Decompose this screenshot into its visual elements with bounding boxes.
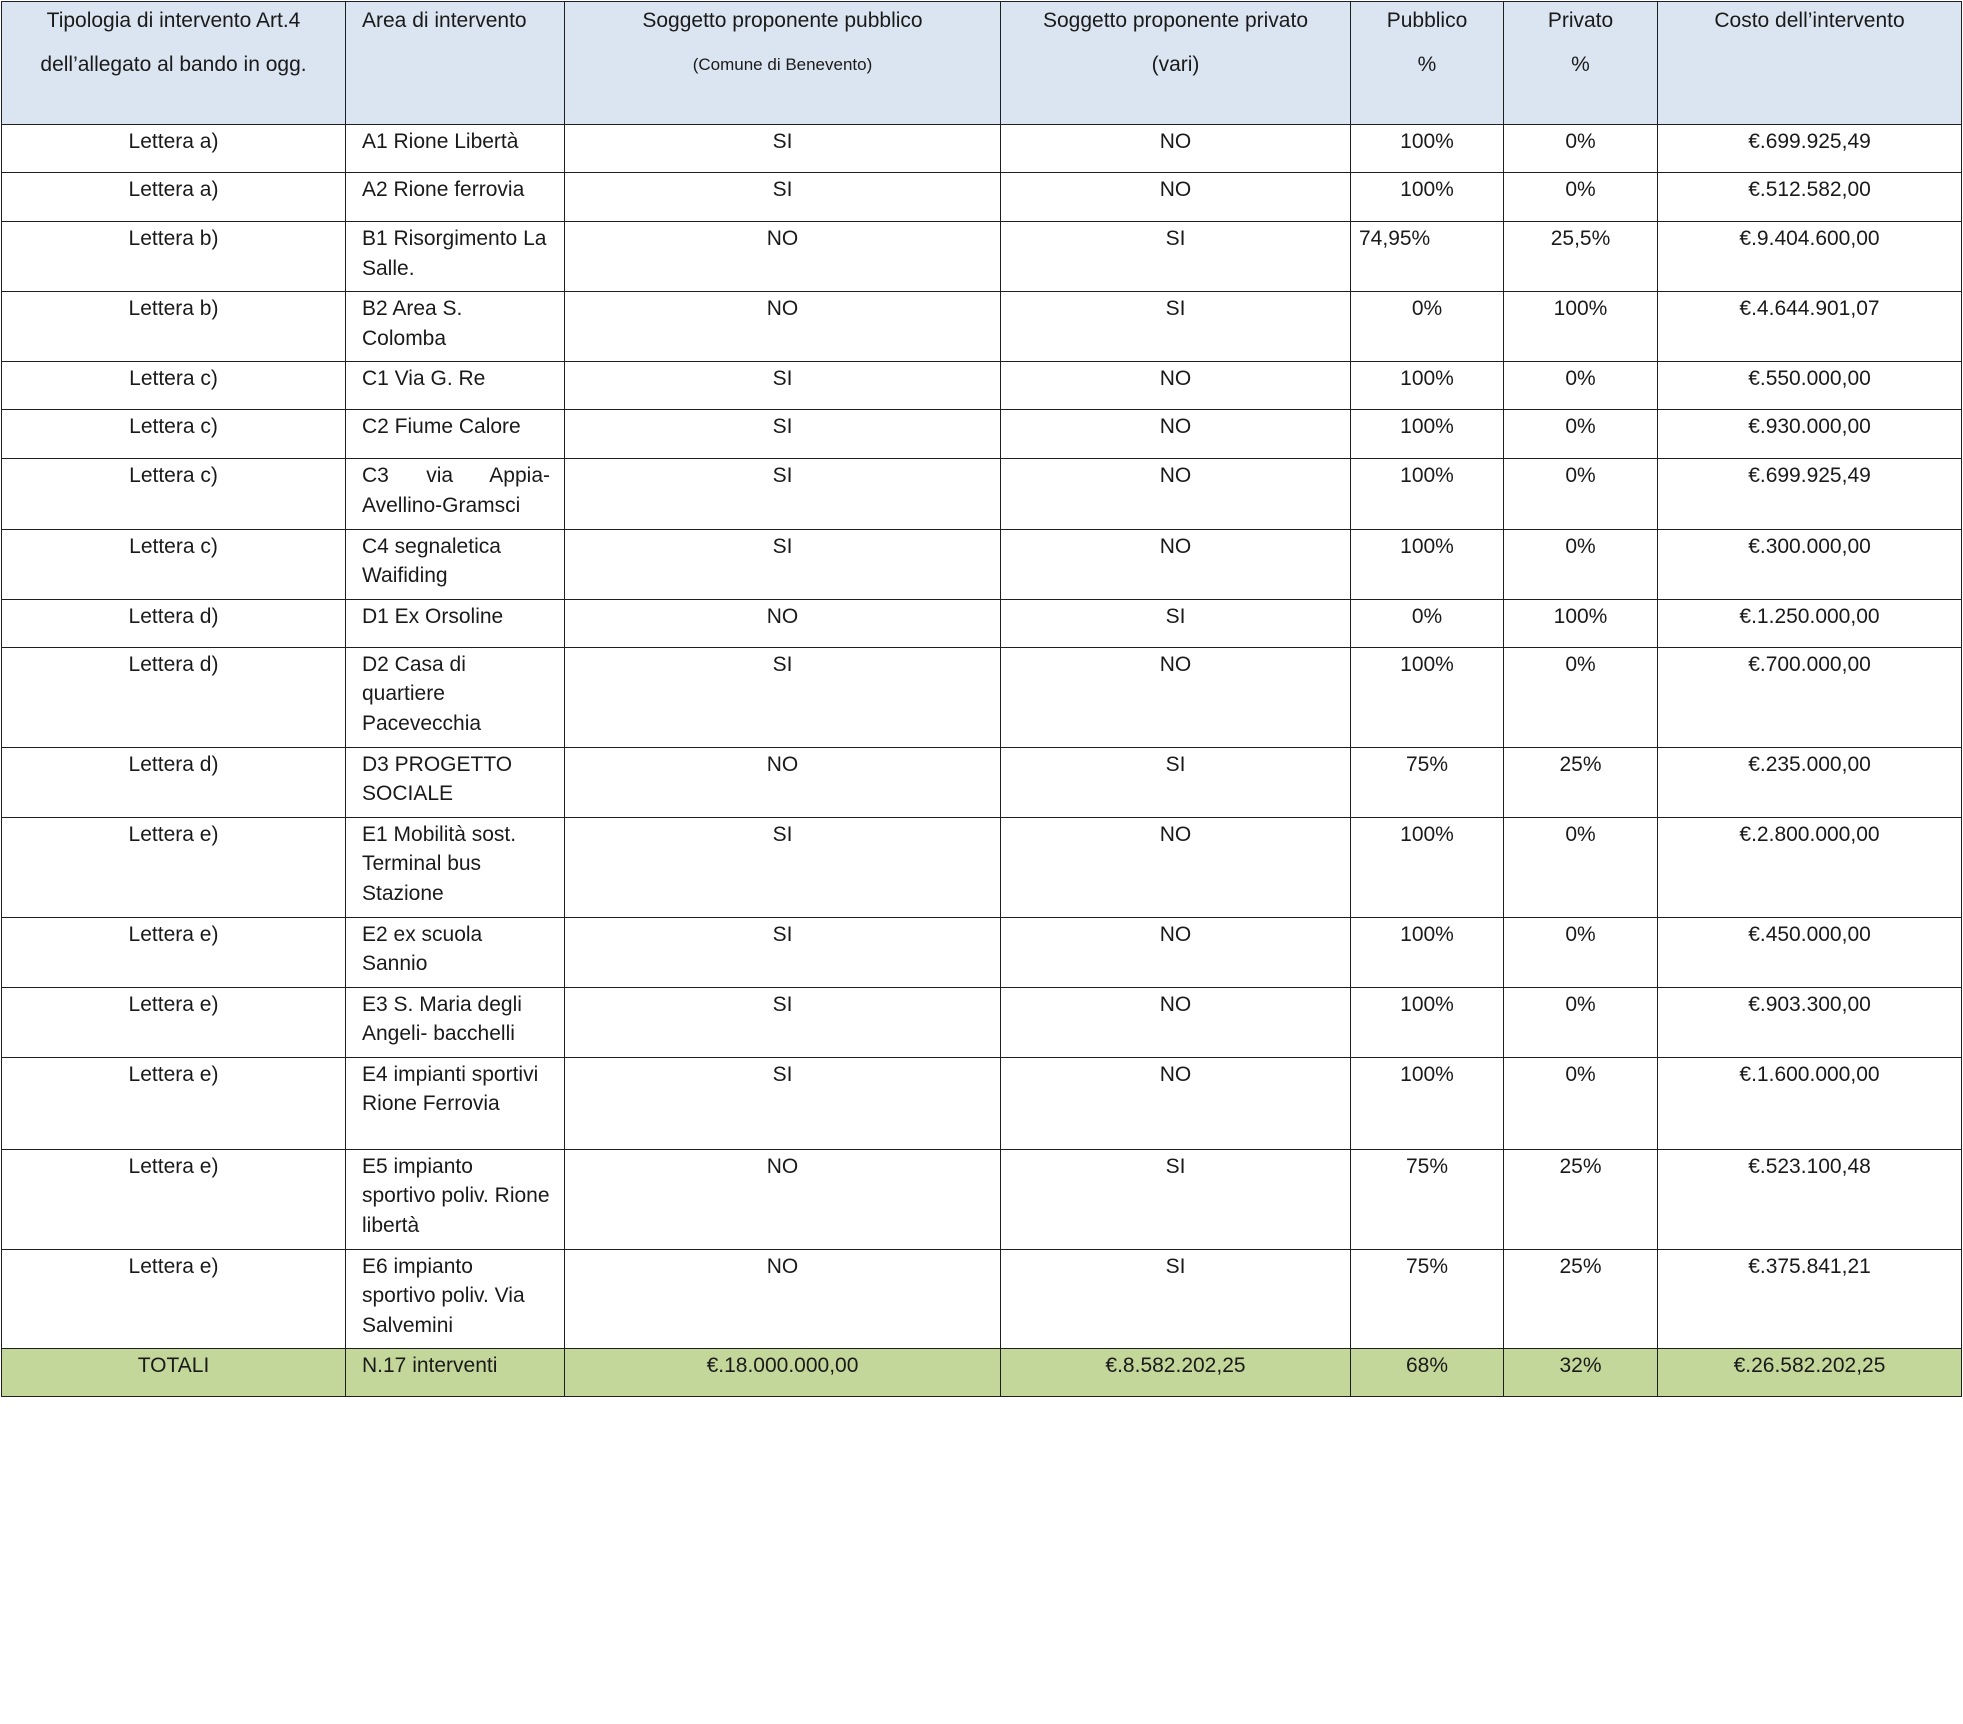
totals-pubblico: €.18.000.000,00 (565, 1349, 1001, 1397)
cell-soggetto-privato: NO (1001, 529, 1351, 599)
cell-costo: €.523.100,48 (1658, 1149, 1962, 1249)
table-row (2, 1249, 1962, 1349)
cell-privato-pct: 0% (1504, 125, 1658, 173)
cell-area: A1 Rione Libertà (346, 125, 565, 173)
cell-pubblico-pct: 74,95% (1351, 222, 1504, 292)
cell-soggetto-pubblico: NO (565, 1249, 1001, 1349)
cell-pubblico-pct: 0% (1351, 292, 1504, 362)
cell-tipologia: Lettera d) (2, 599, 346, 647)
header-costo (1658, 2, 1962, 125)
table-row (2, 1149, 1962, 1249)
table-row (2, 362, 1962, 410)
cell-tipologia: Lettera a) (2, 173, 346, 222)
cell-costo: €.9.404.600,00 (1658, 222, 1962, 292)
header-privato-pct-label: Privato (1547, 9, 1614, 32)
cell-privato-pct: 0% (1504, 529, 1658, 599)
cell-pubblico-pct: 100% (1351, 647, 1504, 747)
table-row (2, 817, 1962, 917)
cell-soggetto-privato: SI (1001, 1149, 1351, 1249)
cell-soggetto-pubblico: NO (565, 292, 1001, 362)
cell-costo: €.699.925,49 (1658, 125, 1962, 173)
cell-costo: €.700.000,00 (1658, 647, 1962, 747)
cell-tipologia: Lettera d) (2, 647, 346, 747)
cell-soggetto-privato: NO (1001, 987, 1351, 1057)
cell-pubblico-pct: 100% (1351, 410, 1504, 459)
cell-privato-pct: 0% (1504, 1057, 1658, 1149)
header-row (2, 2, 1962, 125)
cell-soggetto-pubblico: SI (565, 125, 1001, 173)
table-row (2, 747, 1962, 817)
cell-privato-pct: 25,5% (1504, 222, 1658, 292)
cell-costo: €.550.000,00 (1658, 362, 1962, 410)
header-privato-pct (1504, 2, 1658, 125)
cell-pubblico-pct: 0% (1351, 599, 1504, 647)
table-row (2, 599, 1962, 647)
cell-area: A2 Rione ferrovia (346, 173, 565, 222)
cell-soggetto-privato: NO (1001, 410, 1351, 459)
cell-tipologia: Lettera c) (2, 459, 346, 529)
cell-soggetto-privato: NO (1001, 459, 1351, 529)
cell-area: E1 Mobilità sost. Terminal bus Stazione (346, 817, 565, 917)
header-tipologia-line1: Tipologia di intervento Art.4 (46, 9, 301, 32)
cell-costo: €.235.000,00 (1658, 747, 1962, 817)
cell-soggetto-privato: NO (1001, 125, 1351, 173)
header-area-label: Area di intervento (362, 9, 527, 32)
cell-privato-pct: 0% (1504, 173, 1658, 222)
header-soggetto-privato-label: Soggetto proponente privato (1042, 9, 1309, 32)
cell-privato-pct: 0% (1504, 459, 1658, 529)
cell-soggetto-privato: NO (1001, 362, 1351, 410)
header-pubblico-pct-label: Pubblico (1386, 9, 1468, 32)
header-pubblico-pct-unit: % (1417, 52, 1437, 76)
header-soggetto-privato (1001, 2, 1351, 125)
header-tipologia-line2: dell’allegato al bando in ogg. (40, 52, 307, 76)
cell-area: C1 Via G. Re (346, 362, 565, 410)
cell-pubblico-pct: 100% (1351, 173, 1504, 222)
cell-area: E4 impianti sportivi Rione Ferrovia (346, 1057, 565, 1149)
cell-tipologia: Lettera e) (2, 1057, 346, 1149)
table-row (2, 173, 1962, 222)
table-row (2, 647, 1962, 747)
cell-pubblico-pct: 100% (1351, 529, 1504, 599)
cell-tipologia: Lettera e) (2, 1149, 346, 1249)
cell-tipologia: Lettera e) (2, 987, 346, 1057)
cell-soggetto-pubblico: SI (565, 917, 1001, 987)
header-soggetto-pubblico (565, 2, 1001, 125)
table-row (2, 529, 1962, 599)
cell-soggetto-privato: NO (1001, 1057, 1351, 1149)
cell-soggetto-pubblico: NO (565, 1149, 1001, 1249)
cell-soggetto-pubblico: SI (565, 362, 1001, 410)
header-pubblico-pct (1351, 2, 1504, 125)
cell-pubblico-pct: 100% (1351, 917, 1504, 987)
cell-area: C2 Fiume Calore (346, 410, 565, 459)
cell-privato-pct: 25% (1504, 747, 1658, 817)
cell-area: C3 via Appia-Avellino-Gramsci (346, 459, 565, 529)
totals-row (2, 1349, 1962, 1397)
cell-area: D3 PROGETTO SOCIALE (346, 747, 565, 817)
cell-privato-pct: 100% (1504, 292, 1658, 362)
cell-pubblico-pct: 100% (1351, 1057, 1504, 1149)
cell-soggetto-privato: NO (1001, 817, 1351, 917)
cell-soggetto-pubblico: SI (565, 817, 1001, 917)
cell-privato-pct: 0% (1504, 917, 1658, 987)
cell-tipologia: Lettera a) (2, 125, 346, 173)
cell-soggetto-privato: SI (1001, 292, 1351, 362)
cell-tipologia: Lettera d) (2, 747, 346, 817)
cell-soggetto-pubblico: SI (565, 1057, 1001, 1149)
cell-soggetto-pubblico: NO (565, 222, 1001, 292)
cell-soggetto-privato: NO (1001, 647, 1351, 747)
table-row (2, 459, 1962, 529)
totals-privato-pct: 32% (1504, 1349, 1658, 1397)
cell-tipologia: Lettera b) (2, 222, 346, 292)
cell-tipologia: Lettera c) (2, 362, 346, 410)
cell-soggetto-privato: SI (1001, 599, 1351, 647)
table-row (2, 292, 1962, 362)
header-costo-label: Costo dell’intervento (1714, 9, 1905, 32)
cell-pubblico-pct: 100% (1351, 362, 1504, 410)
header-tipologia (2, 2, 346, 125)
cell-area: E6 impianto sportivo poliv. Via Salvemini (346, 1249, 565, 1349)
cell-privato-pct: 0% (1504, 647, 1658, 747)
cell-area: E2 ex scuola Sannio (346, 917, 565, 987)
cell-soggetto-privato: SI (1001, 222, 1351, 292)
cell-pubblico-pct: 100% (1351, 125, 1504, 173)
cell-costo: €.1.600.000,00 (1658, 1057, 1962, 1149)
cell-privato-pct: 0% (1504, 362, 1658, 410)
table-row (2, 222, 1962, 292)
cell-area: B2 Area S. Colomba (346, 292, 565, 362)
cell-area: E3 S. Maria degli Angeli- bacchelli (346, 987, 565, 1057)
cell-pubblico-pct: 100% (1351, 459, 1504, 529)
header-soggetto-privato-note: (vari) (1151, 52, 1200, 76)
header-area (346, 2, 565, 125)
header-privato-pct-unit: % (1571, 52, 1590, 76)
totals-pubblico-pct: 68% (1351, 1349, 1504, 1397)
cell-area: D1 Ex Orsoline (346, 599, 565, 647)
table-row (2, 917, 1962, 987)
cell-privato-pct: 0% (1504, 817, 1658, 917)
cell-soggetto-privato: SI (1001, 747, 1351, 817)
cell-soggetto-privato: NO (1001, 917, 1351, 987)
cell-soggetto-pubblico: SI (565, 529, 1001, 599)
cell-soggetto-pubblico: SI (565, 987, 1001, 1057)
totals-costo: €.26.582.202,25 (1658, 1349, 1962, 1397)
cell-costo: €.2.800.000,00 (1658, 817, 1962, 917)
cell-soggetto-pubblico: SI (565, 173, 1001, 222)
cell-area: D2 Casa di quartiere Pacevecchia (346, 647, 565, 747)
header-soggetto-pubblico-label: Soggetto proponente pubblico (642, 9, 923, 32)
table-row (2, 1057, 1962, 1149)
cell-privato-pct: 25% (1504, 1249, 1658, 1349)
cell-costo: €.4.644.901,07 (1658, 292, 1962, 362)
cell-costo: €.1.250.000,00 (1658, 599, 1962, 647)
totals-count: N.17 interventi (346, 1349, 565, 1397)
cell-tipologia: Lettera b) (2, 292, 346, 362)
cell-privato-pct: 0% (1504, 410, 1658, 459)
totals-privato: €.8.582.202,25 (1001, 1349, 1351, 1397)
cell-soggetto-pubblico: NO (565, 599, 1001, 647)
cell-soggetto-pubblico: SI (565, 459, 1001, 529)
cell-pubblico-pct: 100% (1351, 987, 1504, 1057)
cell-privato-pct: 100% (1504, 599, 1658, 647)
cell-costo: €.450.000,00 (1658, 917, 1962, 987)
cell-soggetto-privato: SI (1001, 1249, 1351, 1349)
table-header (2, 2, 1962, 125)
cell-soggetto-pubblico: SI (565, 647, 1001, 747)
cell-tipologia: Lettera e) (2, 917, 346, 987)
table-body (2, 125, 1962, 1397)
cell-soggetto-privato: NO (1001, 173, 1351, 222)
totals-label: TOTALI (2, 1349, 346, 1397)
cell-pubblico-pct: 100% (1351, 817, 1504, 917)
cell-pubblico-pct: 75% (1351, 1249, 1504, 1349)
cell-costo: €.375.841,21 (1658, 1249, 1962, 1349)
cell-costo: €.300.000,00 (1658, 529, 1962, 599)
cell-costo: €.903.300,00 (1658, 987, 1962, 1057)
cell-tipologia: Lettera e) (2, 1249, 346, 1349)
interventions-table (1, 1, 1962, 1397)
cell-tipologia: Lettera e) (2, 817, 346, 917)
cell-tipologia: Lettera c) (2, 410, 346, 459)
table-row (2, 410, 1962, 459)
cell-costo: €.930.000,00 (1658, 410, 1962, 459)
cell-costo: €.699.925,49 (1658, 459, 1962, 529)
cell-costo: €.512.582,00 (1658, 173, 1962, 222)
cell-soggetto-pubblico: SI (565, 410, 1001, 459)
cell-soggetto-pubblico: NO (565, 747, 1001, 817)
table-row (2, 125, 1962, 173)
cell-tipologia: Lettera c) (2, 529, 346, 599)
cell-privato-pct: 0% (1504, 987, 1658, 1057)
cell-privato-pct: 25% (1504, 1149, 1658, 1249)
cell-area: B1 Risorgimento La Salle. (346, 222, 565, 292)
cell-pubblico-pct: 75% (1351, 747, 1504, 817)
table-row (2, 987, 1962, 1057)
cell-pubblico-pct: 75% (1351, 1149, 1504, 1249)
cell-area: C4 segnaletica Waifiding (346, 529, 565, 599)
header-soggetto-pubblico-note: (Comune di Benevento) (692, 54, 873, 74)
cell-area: E5 impianto sportivo poliv. Rione libertà (346, 1149, 565, 1249)
